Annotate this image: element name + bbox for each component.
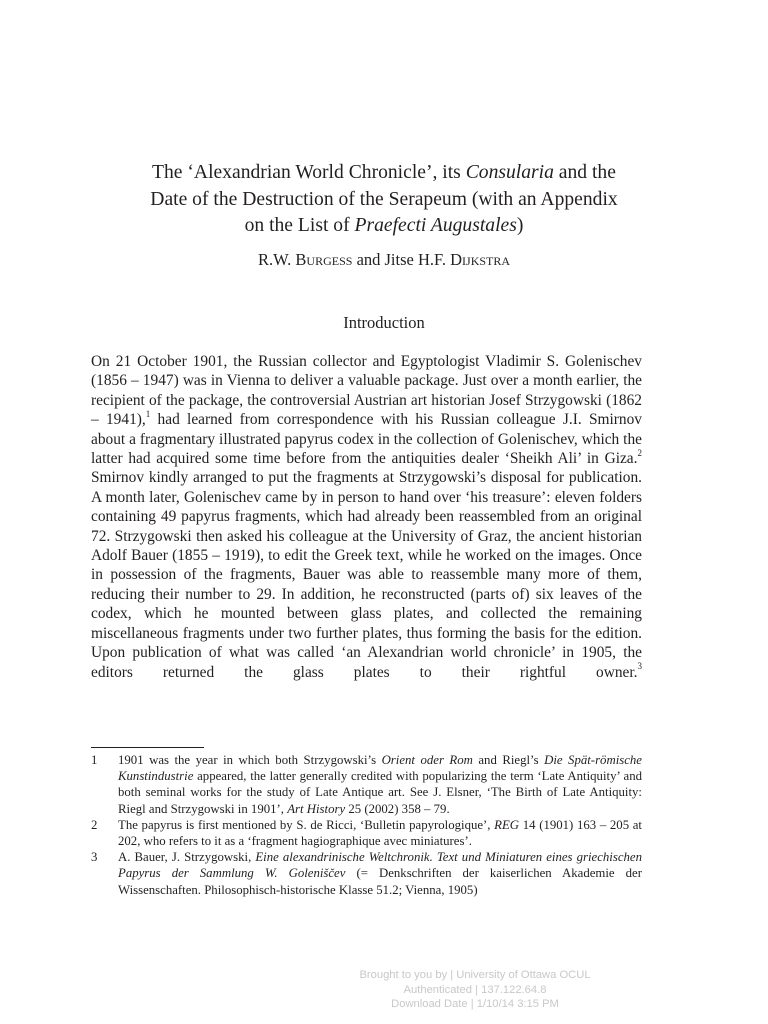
footnote-number: 1: [91, 753, 98, 767]
body-paragraph: On 21 October 1901, the Russian collector and Egyptologist Vladimir S. Golenischev (1856 – 1947) was in Vienna to deliver a valuable package. Just over a month earlier, the recipient of the package, the controversial Austrian art historian Josef Strzygowski (1862 – 1941),$^1$ had learned from correspondence with his Russian colleague J.I. Smirnov about a fragmentary illustrated papyrus codex in the collection of Golenischev, which the latter had acquired some time before from the antiquities dealer ‘Sheikh Ali’ in Giza.$^2$ Smirnov kindly arranged to put the fragments at Strzygowski’s disposal for publication. A month later, Golenischev came by in person to hand over ‘his treasure’: eleven folders containing 49 papyrus fragments, which had already been reassembled from an original 72. Strzygowski then asked his colleague at the University of Graz, the ancient historian Adolf Bauer (1855 – 1919), to edit the Greek text, while he worked on the images. Once in possession of the fragments, Bauer was able to reassemble many more of them, reducing their number to 29. In addition, he reconstructed (parts of) six leaves of the codex, which he mounted between glass plates, and collected the remaining miscellaneous fragments under two further plates, thus forming the basis for the edition. Upon publication of what was called ‘an Alexandrian world chronicle’ in 1905, the editors returned the glass plates to their rightful owner.$^3$: [91, 353, 642, 681]
author-2-surname: Dijkstra: [450, 250, 511, 269]
title-line-3: on the List of Praefecti Augustales): [244, 215, 524, 236]
watermark-line-1: Brought to you by | University of Ottawa OCUL: [359, 969, 591, 981]
footnote-number: 2: [91, 817, 98, 832]
title-line-2: Date of the Destruction of the Serapeum (with an Appendix: [150, 188, 618, 210]
footnote-ref-1[interactable]: 1: [145, 409, 151, 420]
footnote-ref-2[interactable]: 2: [637, 447, 642, 458]
footnote-divider: [91, 747, 204, 748]
watermark-line-3: Download Date | 1/10/14 3:15 PM: [391, 998, 559, 1010]
footnote-3: 3 A. Bauer, J. Strzygowski, Eine alexandrinische Weltchronik. Text und Miniaturen eines griechischen Papyrus der Sammlung W. Goleniščev (= Denkschriften der kaiserlichen Akademie der Wissenschaften. Philosophisch-historische Klasse 51.2; Vienna, 1905): [91, 850, 643, 897]
article-title: [60, 160, 708, 240]
watermark-line-2: Authenticated | 137.122.64.8: [403, 983, 547, 996]
footnote-number: 3: [91, 850, 98, 865]
footnote-2: 2 The papyrus is first mentioned by S. de Ricci, ‘Bulletin papyrologique’, REG 14 (1901) 163 – 205 at 202, who refers to it as a ‘fragment hagiographique avec miniatures’.: [91, 817, 642, 849]
article-authors: R.W. Burgess and Jitse H.F. Dijkstra: [257, 250, 511, 269]
footnote-1: 1 1901 was the year in which both Strzygowski’s Orient oder Rom and Riegl’s Die Spät-römische Kunstindustrie appeared, the latter generally credited with popularizing the term ‘Late Antiquity’ and both seminal works for the study of Late Antique art. See J. Elsner, ‘The Birth of Late Antiquity: Riegl and Strzygowski in 1901’, Art History 25 (2002) 358 – 79.: [91, 753, 642, 816]
title-line-1: The ‘Alexandrian World Chronicle’, its Consularia and the: [152, 162, 616, 183]
footnotes: [91, 752, 642, 898]
author-1-surname: Burgess: [295, 250, 353, 269]
download-watermark: [330, 968, 620, 1012]
section-heading: Introduction: [343, 313, 425, 332]
footnote-ref-3[interactable]: 3: [637, 661, 642, 672]
